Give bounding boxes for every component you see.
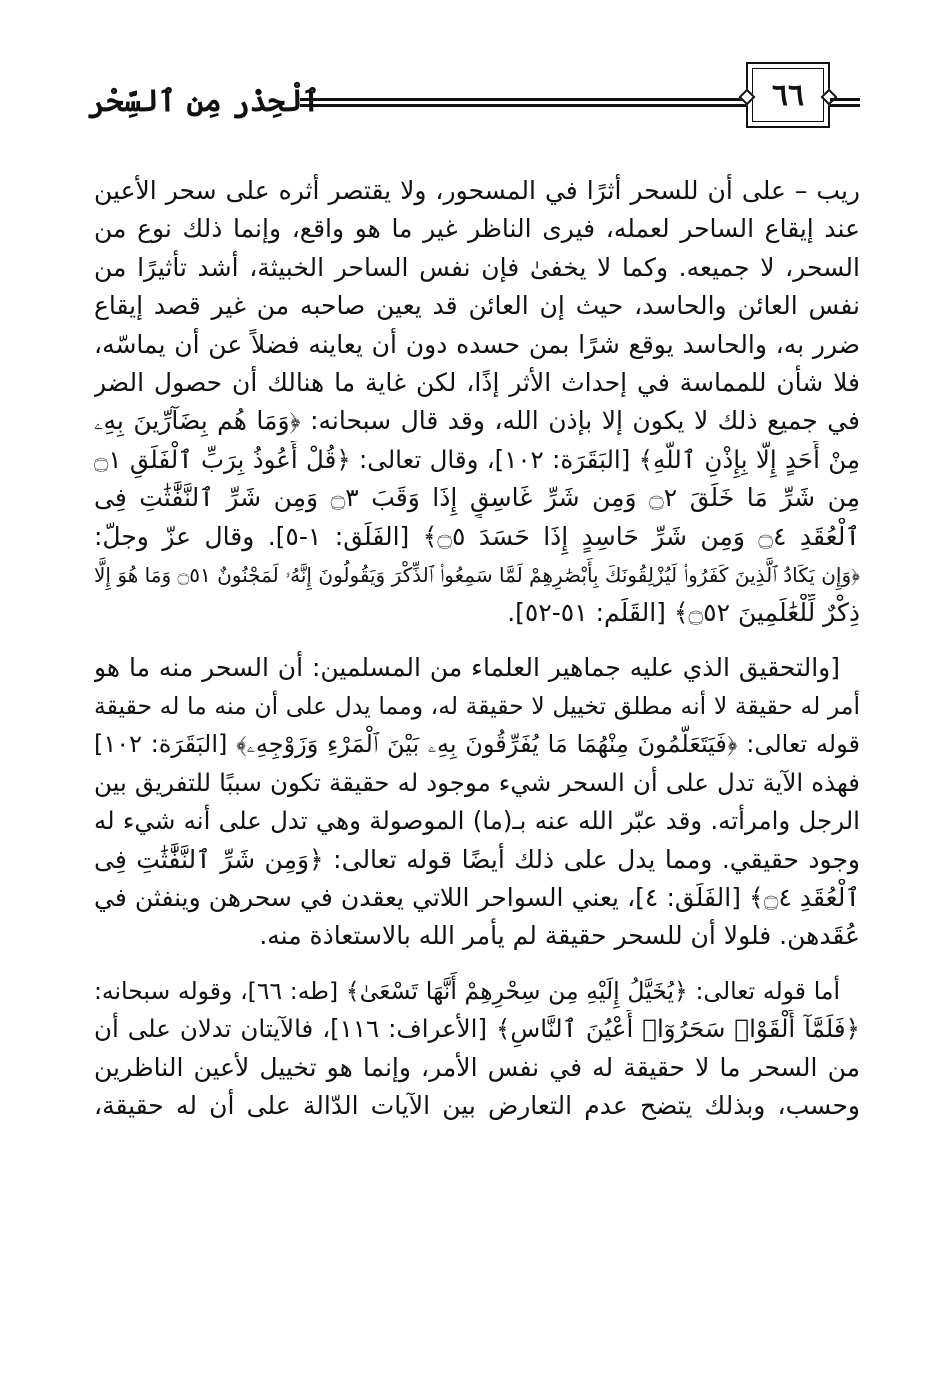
page-number: ٦٦ [771, 77, 805, 113]
text-line: ضرر به، والحاسد يوقع شرًا بمن حسده دون أن يعاينه فضلاً عن أن يماسّه، [94, 329, 860, 359]
running-header [90, 62, 860, 132]
text-line: ٱلْعُقَدِ ۝٤ وَمِن شَرِّ حَاسِدٍ إِذَا حَسَدَ ۝٥﴾ [الفَلَق: ١-٥]. وقال عزّ وجلّ: [94, 521, 860, 551]
text-line: ٱلْعُقَدِ ۝٤﴾ [الفَلَق: ٤]، يعني السواحر اللاتي يعقدن في سحرهن وينفثن في [94, 883, 860, 913]
text-line: قوله تعالى: ﴿فَيَتَعَلَّمُونَ مِنْهُمَا مَا يُفَرِّقُونَ بِهِۦ بَيْنَ ٱلْمَرْءِ وَزَوْجِهِۦ﴾ [البَقَرَة: ١٠٢] [94, 730, 860, 759]
text-line: وجود حقيقي. ومما يدل على ذلك أيضًا قوله تعالى: ﴿وَمِن شَرِّ ٱلنَّفَّٰثَٰتِ فِى [94, 844, 860, 874]
page-number-frame [746, 62, 830, 128]
header-title: ٱلْحِذْر مِن ٱلسِّحْر [88, 84, 320, 119]
text-line: مِن شَرِّ مَا خَلَقَ ۝٢ وَمِن شَرِّ غَاسِقٍ إِذَا وَقَبَ ۝٣ وَمِن شَرِّ ٱلنَّفَّٰثَٰتِ فِى [94, 483, 860, 513]
text-line: وحسب، وبذلك يتضح عدم التعارض بين الآيات الدّالة على أن له حقيقة، [94, 1090, 860, 1120]
page-body [94, 172, 860, 1125]
header-rule-left [300, 98, 748, 107]
paragraph-3 [94, 972, 860, 1126]
paragraph-1 [94, 172, 860, 633]
paragraph-2 [94, 649, 860, 956]
text-line: فلا شأن للمماسة في إحداث الأثر إذًا، لكن غاية ما هنالك أن حصول الضر [94, 367, 860, 397]
header-rule-right [830, 98, 860, 107]
text-line: ﴿فَلَمَّآ أَلْقَوْا۟ سَحَرُوٓا۟ أَعْيُنَ ٱلنَّاسِ﴾ [الأعراف: ١١٦]، فالآيتان تدلان على أن [94, 1014, 860, 1044]
text-line: السحر، لا جميعه. وكما لا يخفىٰ فإن نفس الساحر الخبيثة، أشد تأثيرًا من [94, 252, 860, 282]
text-line: ريب – على أن للسحر أثرًا في المسحور، ولا يقتصر أثره على سحر الأعين [94, 176, 860, 205]
text-line: ذِكْرٌ لِّلْعَٰلَمِينَ ۝٥٢﴾ [القَلَم: ٥١-٥٢]. [507, 598, 860, 628]
text-line: نفس العائن والحاسد، حيث إن العائن قد يعين صاحبه من غير قصد إيقاع [94, 291, 860, 321]
text-line: عند إيقاع الساحر لعمله، فيرى الناظر غير ما هو واقع، وإنما ذلك نوع من [94, 214, 860, 244]
text-line: [والتحقيق الذي عليه جماهير العلماء من المسلمين: أن السحر منه ما هو [94, 652, 840, 682]
text-line: في جميع ذلك لا يكون إلا بإذن الله، وقد قال سبحانه: ﴿وَمَا هُم بِضَآرِّينَ بِهِۦ [94, 406, 860, 436]
text-line: أمر له حقيقة لا أنه مطلق تخييل لا حقيقة له، ومما يدل على أن منه ما له حقيقة [94, 692, 860, 721]
text-line: فهذه الآية تدل على أن السحر شيء موجود له حقيقة تكون سببًا للتفريق بين [94, 767, 860, 797]
text-line: عُقَدهن. فلولا أن للسحر حقيقة لم يأمر الله بالاستعاذة منه. [259, 921, 860, 951]
text-line: مِنْ أَحَدٍ إِلَّا بِإِذْنِ ٱللَّهِ﴾ [البَقَرَة: ١٠٢]، وقال تعالى: ﴿قُلْ أَعُوذُ بِرَبِّ ٱلْفَلَقِ ۝١ [94, 444, 860, 474]
text-line: ﴿وَإِن يَكَادُ ٱلَّذِينَ كَفَرُوا۟ لَيُزْلِقُونَكَ بِأَبْصَٰرِهِمْ لَمَّا سَمِعُوا۟ ٱلذِّكْرَ وَيَقُولُونَ إِنَّهُۥ لَمَجْنُونٌ ۝٥١ وَمَا هُوَ إِلَّا [94, 562, 860, 587]
text-line: أما قوله تعالى: ﴿يُخَيَّلُ إِلَيْهِ مِن سِحْرِهِمْ أَنَّهَا تَسْعَىٰ﴾ [طه: ٦٦]، وقوله سبحانه: [94, 976, 841, 1005]
text-line: الرجل وامرأته. وقد عبّر الله عنه بـ(ما) الموصولة وهي تدل على أنه شيء له [94, 806, 860, 836]
text-line: من السحر ما لا حقيقة له في نفس الأمر، وإنما هو تخييل لأعين الناظرين [94, 1052, 860, 1082]
